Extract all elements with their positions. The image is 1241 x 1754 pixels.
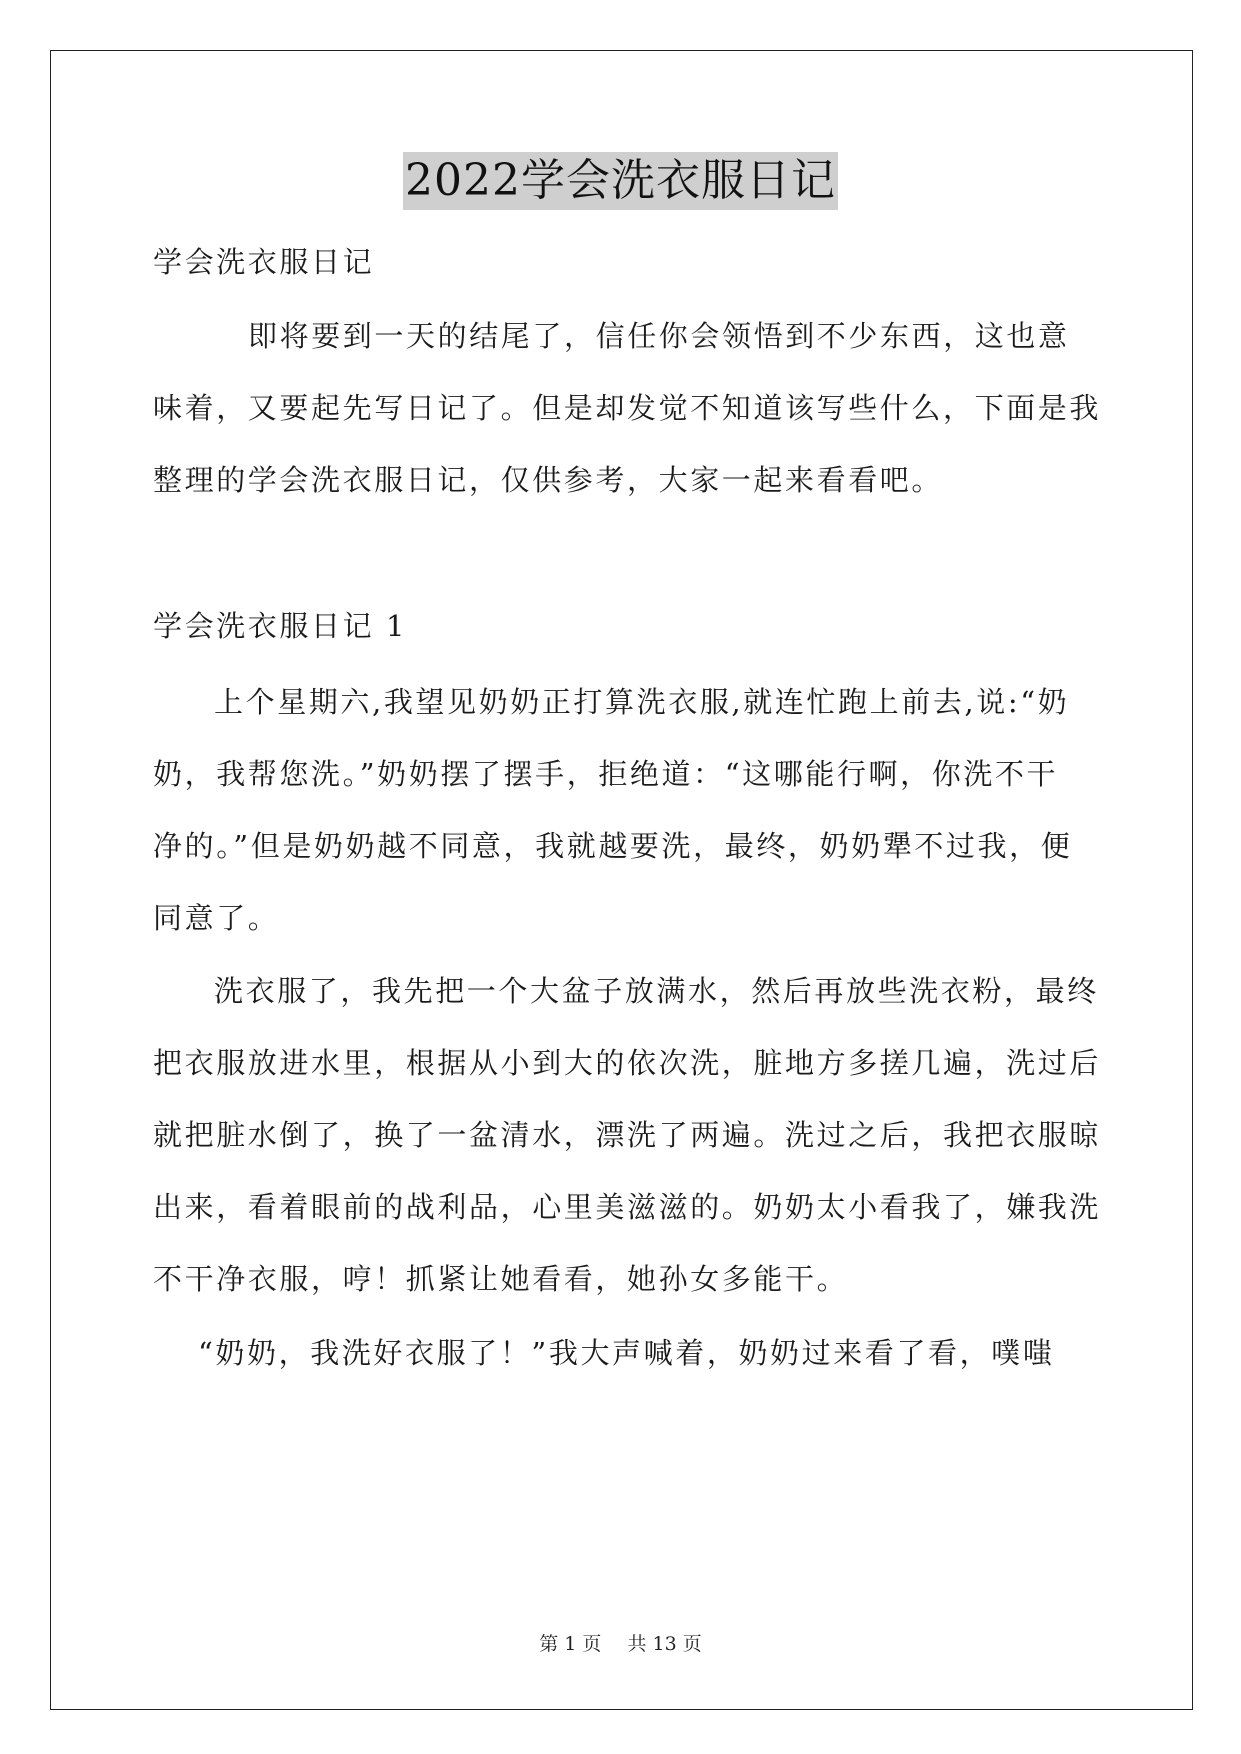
- body-line-8: 出来，看着眼前的战利品，心里美滋滋的。奶奶太小看我了，嫌我洗: [153, 1190, 1102, 1224]
- title-container: [0, 152, 1241, 210]
- body-line-7: 就把脏水倒了，换了一盆清水，漂洗了两遍。洗过之后，我把衣服晾: [153, 1118, 1102, 1152]
- intro-line-2: 味着，又要起先写日记了。但是却发觉不知道该写些什么，下面是我: [153, 391, 1102, 425]
- body-line-3: 净的。”但是奶奶越不同意，我就越要洗，最终，奶奶犟不过我，便: [153, 829, 1073, 863]
- section-heading: 学会洗衣服日记 1: [153, 609, 408, 643]
- page-number: 第 1 页: [539, 1633, 602, 1655]
- body-line-5: 洗衣服了，我先把一个大盆子放满水，然后再放些洗衣粉，最终: [214, 974, 1099, 1008]
- intro-line-3: 整理的学会洗衣服日记，仅供参考，大家一起来看看吧。: [153, 463, 944, 497]
- body-line-10: “奶奶，我洗好衣服了！”我大声喊着，奶奶过来看了看，噗嗤: [198, 1336, 1055, 1370]
- body-line-1: 上个星期六,我望见奶奶正打算洗衣服,就连忙跑上前去,说:“奶: [214, 685, 1070, 719]
- page-border: [50, 50, 1193, 1710]
- body-line-6: 把衣服放进水里，根据从小到大的依次洗，脏地方多搓几遍，洗过后: [153, 1046, 1102, 1080]
- body-line-9: 不干净衣服，哼！抓紧让她看看，她孙女多能干。: [153, 1262, 849, 1296]
- main-heading: 学会洗衣服日记: [153, 245, 375, 279]
- body-line-2: 奶，我帮您洗。”奶奶摆了摆手，拒绝道：“这哪能行啊，你洗不干: [153, 757, 1059, 791]
- document-title: 2022学会洗衣服日记: [403, 152, 838, 210]
- page-footer: [0, 1629, 1241, 1656]
- page-total: 共 13 页: [627, 1633, 702, 1655]
- intro-line-1: 即将要到一天的结尾了，信任你会领悟到不少东西，这也意: [248, 319, 1070, 353]
- body-line-4: 同意了。: [153, 901, 280, 935]
